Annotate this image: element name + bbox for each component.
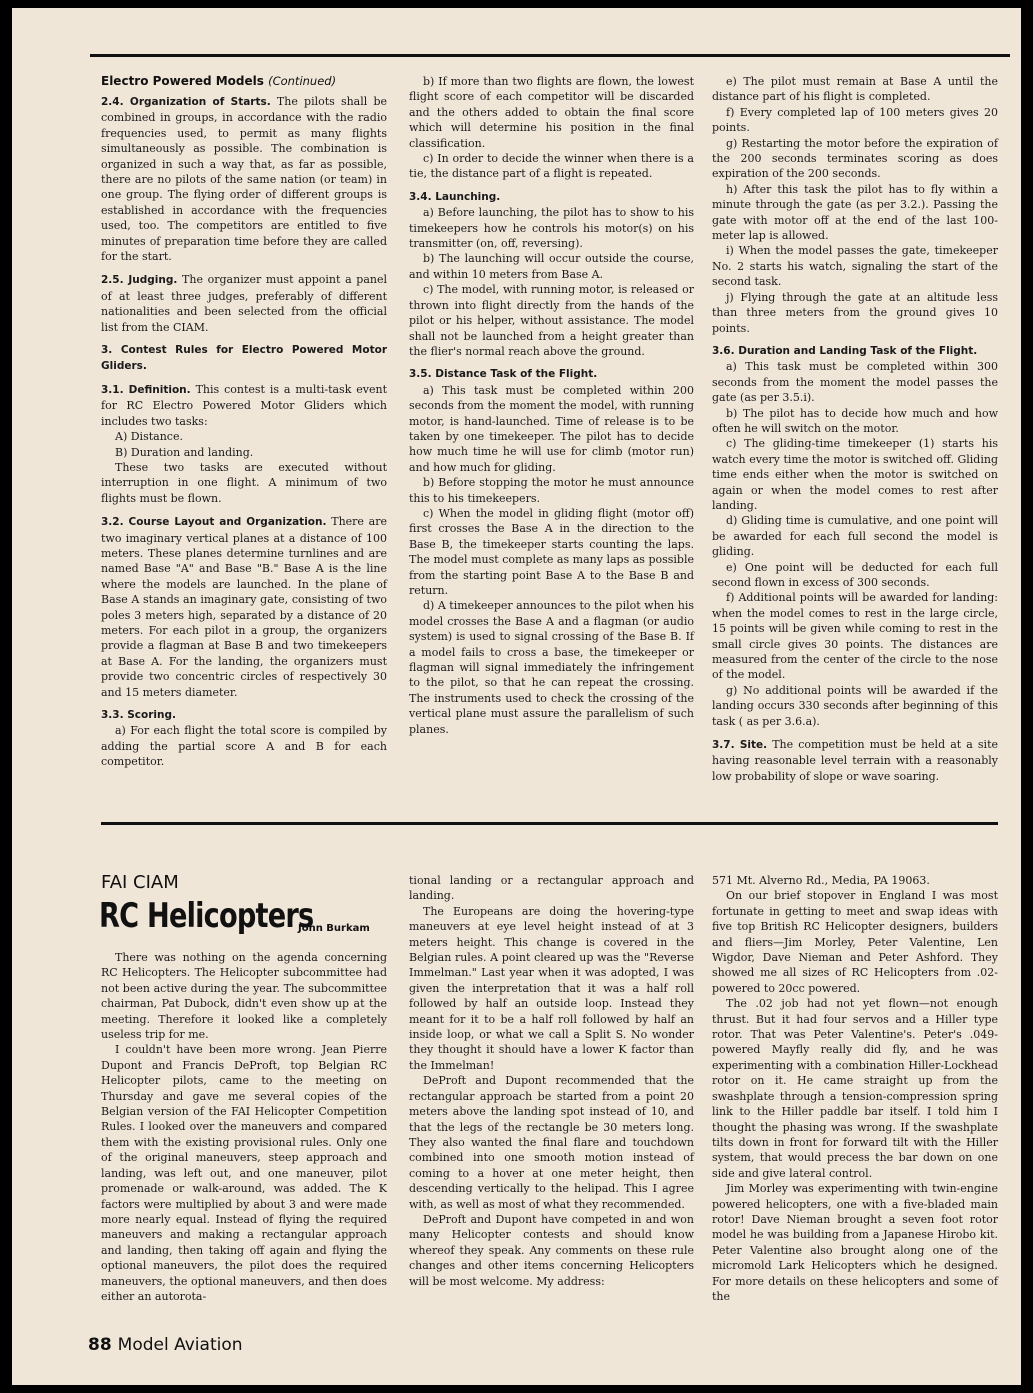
article-paragraph: The .02 job had not yet flown—not enough thrust. But it had four servos and a Hiller type rotor. That was Peter Valentine's. Peter's .049-powered Mayfly really did fly, and he was experimenting with a combination Hiller-Lockhead rotor on it. He came straight up from the swashplate through a tension-compression spring link to the Hiller paddle bar itself. I told him I thought the phasing was wrong. If the swashplate tilts down in front for forward tilt with the Hiller system, that would precess the bar down on one side and give lateral control. <box>712 997 998 1180</box>
top-rule <box>90 54 1010 57</box>
article-paragraph: On our brief stopover in England I was most fortunate in getting to meet and swap ideas with five top British RC Helicopter designers, builders and fliers—Jim Morley, Peter Valentine, Len Wigdor, Dave Nieman and Peter Ashford. They showed me all sizes of RC Helicopters from .02-powered to 20cc powered. <box>712 889 998 995</box>
article-paragraph: Jim Morley was experimenting with twin-engine powered helicopters, one with a five-bladed main rotor! Dave Nieman brought a seven foot rotor model he was building from a Japanese Hirobo kit. Peter Valentine also brought along one of the micromold Lark Helicopters which he designed. For more details on these helicopters and some of the <box>712 1182 998 1303</box>
section-title-text: Electro Powered Models <box>101 74 264 88</box>
magazine-page <box>12 8 1021 1385</box>
article-kicker: FAI CIAM <box>101 872 179 893</box>
paragraph-3-5-f: f) Every completed lap of 100 meters gives 20 points. <box>712 105 998 135</box>
magazine-name: Model Aviation <box>117 1335 243 1355</box>
paragraph-3-6-b: b) The pilot has to decide how much and how often he will switch on the motor. <box>712 406 998 435</box>
paragraph-3-5-h: h) After this task the pilot has to fly within a minute through the gate (as per 3.2.). Passing the gate with motor off at the end of the last 100-meter lap is allowed. <box>712 182 998 243</box>
paragraph-3-6-e: e) One point will be deducted for each full second flown in excess of 300 seconds. <box>712 560 998 589</box>
paragraph-3-6-f: f) Additional points will be awarded for landing: when the model comes to rest in the large circle, 15 points will be given while coming to rest in the small circle gives 30 points. The distances are measured from the center of the circle to the nose of the model. <box>712 591 998 682</box>
article-paragraph: DeProft and Dupont have competed in and won many Helicopter contests and should know whereof they speak. Any comments on these rule changes and other items concerning Helicopters will be most welcome. My address: <box>409 1212 694 1288</box>
heading-3-6: 3.6. Duration and Landing Task of the Flight. <box>712 344 978 357</box>
paragraph-3-6-a: a) This task must be completed within 300 seconds from the moment the model passes the gate (as per 3.5.i). <box>712 360 998 405</box>
rules-column-2 <box>409 74 694 737</box>
rules-column-3 <box>712 74 998 784</box>
article-column-1 <box>101 950 387 1304</box>
article-paragraph: There was nothing on the agenda concerning RC Helicopters. The Helicopter subcommittee had not been active during the year. The subcommittee chairman, Pat Dubock, didn't even show up at the meeting. Therefore it looked like a completely useless trip for me. <box>101 951 387 1042</box>
heading-3-5: 3.5. Distance Task of the Flight. <box>409 368 598 381</box>
paragraph-3-5-d: d) A timekeeper announces to the pilot when his model crosses the Base A and a flagman (or audio system) is used to signal crossing of the Base B. If a model fails to cross a base, the timekeeper or flagman will signal immediately the infringement to the pilot, so that he can repeat the crossing. The instruments used to check the crossing of the vertical plane must assure the parallelism of such planes. <box>409 599 694 736</box>
heading-3-2: 3.2. Course Layout and Organization. <box>101 516 327 529</box>
paragraph-3-5-e: e) The pilot must remain at Base A until the distance part of his flight is completed. <box>712 75 998 104</box>
paragraph-3-5-j: j) Flying through the gate at an altitude less than three meters from the ground gives 10 points. <box>712 290 998 335</box>
article-headline: RC Helicopters <box>99 896 314 936</box>
paragraph-3-3-b: b) If more than two flights are flown, the lowest flight score of each competitor will be discarded and the others added to obtain the final score which will determine his position in the final classification. <box>409 75 694 150</box>
article-paragraph: tional landing or a rectangular approach and landing. <box>409 874 694 903</box>
task-a: A) Distance. <box>115 430 183 444</box>
heading-3-1: 3.1. Definition. <box>101 383 191 396</box>
article-column-2 <box>409 873 694 1289</box>
article-paragraph: DeProft and Dupont recommended that the rectangular approach be started from a point 20 meters above the landing spot instead of 10, and that the legs of the rectangle be 30 meters long. They also wanted the final flare and touchdown combined into one smooth motion instead of coming to a hover at one meter height, then descending vertically to the helipad. This I agree with, as well as most of what they recommended. <box>409 1074 694 1211</box>
paragraph-3-5-i: i) When the model passes the gate, timekeeper No. 2 starts his watch, signaling the start of the second task. <box>712 244 998 289</box>
paragraph-3-6-c: c) The gliding-time timekeeper (1) starts his watch every time the motor is switched off. Gliding time ends either when the motor is switched on again or when the model comes to rest after landing. <box>712 437 998 512</box>
paragraph-2-5: The organizer must appoint a panel of at least three judges, preferably of different nationalities and been selected from the official list from the CIAM. <box>101 273 387 334</box>
paragraph-3-4-c: c) The model, with running motor, is released or thrown into flight directly from the hands of the pilot or his helper, without assistance. The model shall not be launched from a height greater than the flier's normal reach above the ground. <box>409 283 694 358</box>
paragraph-3-5-a: a) This task must be completed within 200 seconds from the moment the model, with running motor, is hand-launched. Time of release is to be taken by one timekeeper. The pilot has to decide how much time he will use for climb (motor run) and how much for gliding. <box>409 383 694 474</box>
paragraph-3-5-c: c) When the model in gliding flight (motor off) first crosses the Base A in the direction to the Base B, the timekeeper starts counting the laps. The model must complete as many laps as possible from the starting point Base A to the Base B and return. <box>409 506 694 597</box>
paragraph-3-5-b: b) Before stopping the motor he must announce this to his timekeepers. <box>409 476 694 505</box>
author-address: 571 Mt. Alverno Rd., Media, PA 19063. <box>712 874 930 887</box>
article-byline: John Burkam <box>298 923 370 934</box>
paragraph-3-1: This contest is a multi-task event for RC Electro Powered Motor Gliders which includes two tasks: <box>101 382 387 428</box>
paragraph-3-5-g: g) Restarting the motor before the expiration of the 200 seconds terminates scoring as does expiration of the 200 seconds. <box>712 136 998 181</box>
task-b: B) Duration and landing. <box>115 445 254 459</box>
paragraph-3-7: The competition must be held at a site having reasonable level terrain with a reasonably low probability of slope or wave soaring. <box>712 738 998 783</box>
middle-rule <box>101 822 998 825</box>
paragraph-3-6-g: g) No additional points will be awarded if the landing occurs 330 seconds after beginning of this task ( as per 3.6.a). <box>712 683 998 728</box>
heading-2-4: 2.4. Organization of Starts. <box>101 96 271 108</box>
paragraph-3-3-c: c) In order to decide the winner when there is a tie, the distance part of a flight is repeated. <box>409 152 694 181</box>
paragraph-3-4-a: a) Before launching, the pilot has to show to his timekeepers how he controls his motor(s) on his transmitter (on, off, reversing). <box>409 206 694 251</box>
heading-3: 3. Contest Rules for Electro Powered Motor Gliders. <box>101 344 387 372</box>
paragraph-3-4-b: b) The launching will occur outside the course, and within 10 meters from Base A. <box>409 252 694 281</box>
rules-column-1 <box>101 94 387 770</box>
continued-label: (Continued) <box>268 74 337 88</box>
paragraph-3-3-a: a) For each flight the total score is compiled by adding the partial score A and B for each competitor. <box>101 724 387 769</box>
page-number: 88 <box>88 1335 112 1355</box>
article-paragraph: I couldn't have been more wrong. Jean Pierre Dupont and Francis DeProft, top Belgian RC Helicopter pilots, came to the meeting on Thursday and gave me several copies of the Belgian version of the FAI Helicopter Competition Rules. I looked over the maneuvers and compared them with the existing provisional rules. Only one of the original maneuvers, steep approach and landing, was left out, and one maneuver, pilot promenade or walk-around, was added. The K factors were multiplied by about 3 and were made more nearly equal. Instead of flying the required maneuvers and making a rectangular approach and landing, then taking off again and flying the optional maneuvers, the pilot does the required maneuvers, the optional maneuvers, and then does either an autorota- <box>101 1043 387 1303</box>
paragraph-3-2: There are two imaginary vertical planes at a distance of 100 meters. These planes determine turnlines and are named Base "A" and Base "B." Base A is the line where the models are launched. In the plane of Base A stands an imaginary gate, consisting of two poles 3 meters high, separated by a distance of 20 meters. For each pilot in a group, the organizers provide a flagman at Base B and two timekeepers at Base A. For the landing, the organizers must provide two concentric circles of respectively 30 and 15 meters diameter. <box>101 515 387 699</box>
article-column-3 <box>712 873 998 1304</box>
paragraph-3-1-tail: These two tasks are executed without interruption in one flight. A minimum of two flights must be flown. <box>101 460 387 505</box>
page-footer <box>88 1335 243 1355</box>
section-title <box>101 74 336 88</box>
heading-3-3: 3.3. Scoring. <box>101 709 177 722</box>
article-paragraph: The Europeans are doing the hovering-type maneuvers at eye level height instead of at 3 meters height. This change is covered in the Belgian rules. A point cleared up was the "Reverse Immelman." Last year when it was adopted, I was given the interpretation that it was a half roll followed by half an outside loop. Instead they meant for it to be a half roll followed by half an inside loop, or what we call a Split S. No wonder they thought it should have a lower K factor than the Immelman! <box>409 904 694 1072</box>
heading-3-7: 3.7. Site. <box>712 739 768 752</box>
heading-3-4: 3.4. Launching. <box>409 190 501 203</box>
paragraph-3-6-d: d) Gliding time is cumulative, and one point will be awarded for each full second the model is gliding. <box>712 514 998 559</box>
heading-2-5: 2.5. Judging. <box>101 274 178 287</box>
paragraph-2-4: The pilots shall be combined in groups, in accordance with the radio frequencies used, to permit as many flights simultaneously as possible. The combination is organized in such a way that, as far as possible, there are no pilots of the same nation (or team) in one group. The flying order of different groups is established in accordance with the frequencies used, too. The competitors are entitled to five minutes of preparation time before they are called for the start. <box>101 95 387 264</box>
